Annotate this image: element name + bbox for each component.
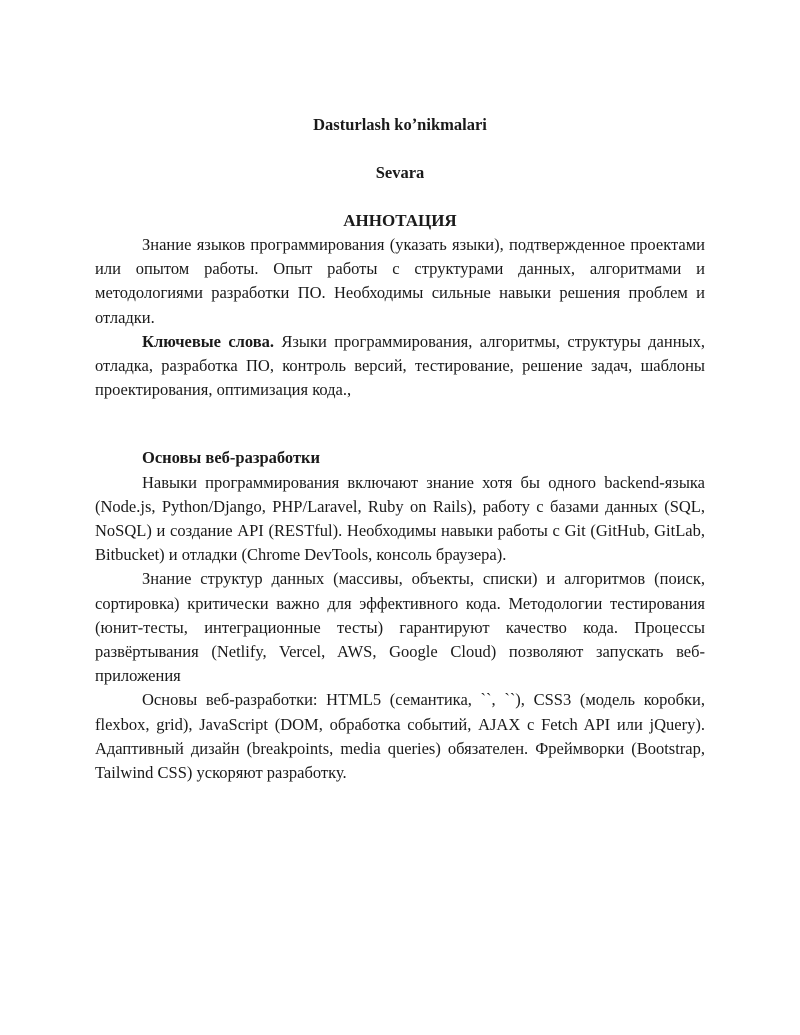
keywords-label: Ключевые слова. (142, 331, 275, 351)
section-paragraph-2: Знание структур данных (массивы, объекты, списки) и алгоритмов (поиск, сортировка) критически важно для эффективного кода. Методологии тестирования (юнит-тесты, интеграционные тесты) гарантируют качество кода. Процессы развёртывания (Netlify, Vercel, AWS, Google Cloud) позволяют запускать веб-приложения (95, 569, 705, 686)
keywords-paragraph (95, 330, 705, 403)
section-paragraph-1: Навыки программирования включают знание хотя бы одного backend-языка (Node.js, Python/Django, PHP/Laravel, Ruby on Rails), работу с базами данных (SQL, NoSQL) и создание API (RESTful). Необходимы навыки работы с Git (GitHub, GitLab, Bitbucket) и отладки (Chrome DevTools, консоль браузера). (95, 472, 705, 565)
annotation-text: Знание языков программирования (указать языки), подтвержденное проектами или опытом работы. Опыт работы с структурами данных, алгоритмами и методологиями разработки ПО. Необходимы сильные навыки решения проблем и отладки. (95, 235, 705, 327)
document-body (95, 113, 705, 785)
author-name: Sevara (375, 163, 425, 182)
keywords-text: Языки программирования, алгоритмы, структуры данных, отладка, разработка ПО, контроль версий, тестирование, решение задач, шаблоны проектирования, оптимизация кода., (95, 331, 705, 400)
document-title: Dasturlash koʼnikmalari (313, 115, 487, 134)
annotation-heading: АННОТАЦИЯ (343, 211, 457, 230)
section-heading: Основы веб-разработки (142, 448, 321, 468)
section-paragraph-3: Основы веб-разработки: HTML5 (семантика, ``, ``), CSS3 (модель коробки, flexbox, grid), JavaScript (DOM, обработка событий, AJAX с Fetch API или jQuery). Адаптивный дизайн (breakpoints, media queries) обязателен. Фреймворки (Bootstrap, Tailwind CSS) ускоряют разработку. (95, 690, 705, 783)
